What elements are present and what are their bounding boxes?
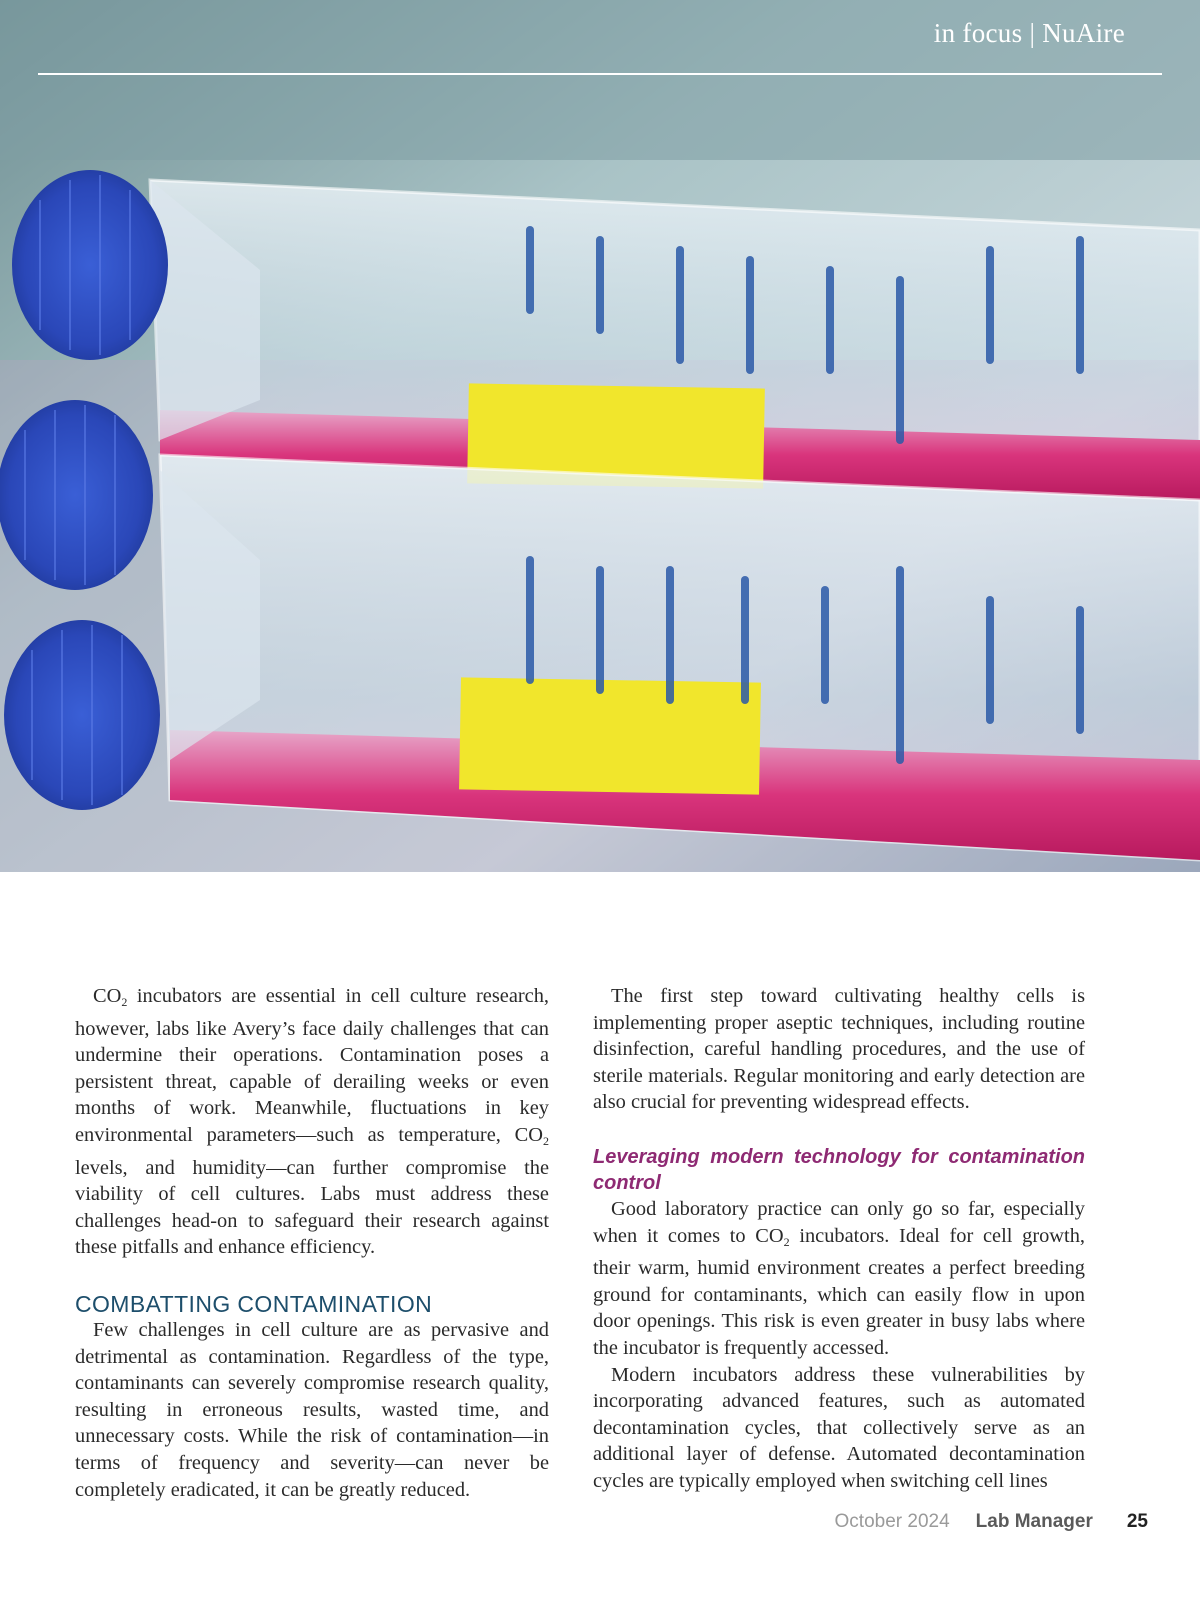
header-divider: [38, 73, 1162, 75]
section-heading: COMBATTING CONTAMINATION: [75, 1290, 433, 1317]
section-header-label: in focus | NuAire: [933, 18, 1125, 48]
right-column: [593, 983, 1085, 1495]
issue-date: October 2024: [834, 1511, 950, 1532]
page-number: 25: [1126, 1511, 1148, 1532]
page-footer: [835, 1511, 1148, 1533]
right-paragraph-2: Good laboratory practice can only go so far, especially when it comes to $CO_2$ incubators. Ideal for cell growth, their warm, humid environment creates a perfect breeding ground for contaminants, which can easily flow in upon door openings. This risk is even greater in busy labs where the incubator is frequently accessed.: [593, 1197, 1085, 1359]
subheading: Leveraging modern technology for contamination control: [593, 1145, 1085, 1194]
magazine-name: Lab Manager: [975, 1511, 1093, 1532]
right-paragraph-3: Modern incubators address these vulnerabilities by incorporating advanced features, such as automated decontamination cycles, that collectively serve as an additional layer of defense. Automated decontamination cycles are typically employed when switching cell lines: [593, 1363, 1085, 1492]
left-column: [75, 983, 549, 1503]
section-paragraph: Few challenges in cell culture are as pervasive and detrimental as contamination. Regardless of the type, contaminants can severely compromise research quality, resulting in erroneous results, wasted time, and unnecessary costs. While the risk of contamination—in terms of frequency and severity—can never be completely eradicated, it can be greatly reduced.: [75, 1318, 549, 1501]
right-paragraph-1: The first step toward cultivating healthy cells is implementing proper aseptic techniques, including routine disinfection, careful handling procedures, and the use of sterile materials. Regular monitoring and early detection are also crucial for preventing widespread effects.: [593, 985, 1085, 1114]
intro-paragraph: $CO_2$ incubators are essential in cell culture research, however, labs like Avery’s face daily challenges that can undermine their operations. Contamination poses a persistent threat, capable of derailing weeks or even months of work. Meanwhile, fluctuations in key environmental parameters—such as temperature, $CO_2$ levels, and humidity—can further compromise the viability of cell cultures. Labs must address these challenges head-on to safeguard their research against these pitfalls and enhance efficiency.: [75, 985, 549, 1259]
